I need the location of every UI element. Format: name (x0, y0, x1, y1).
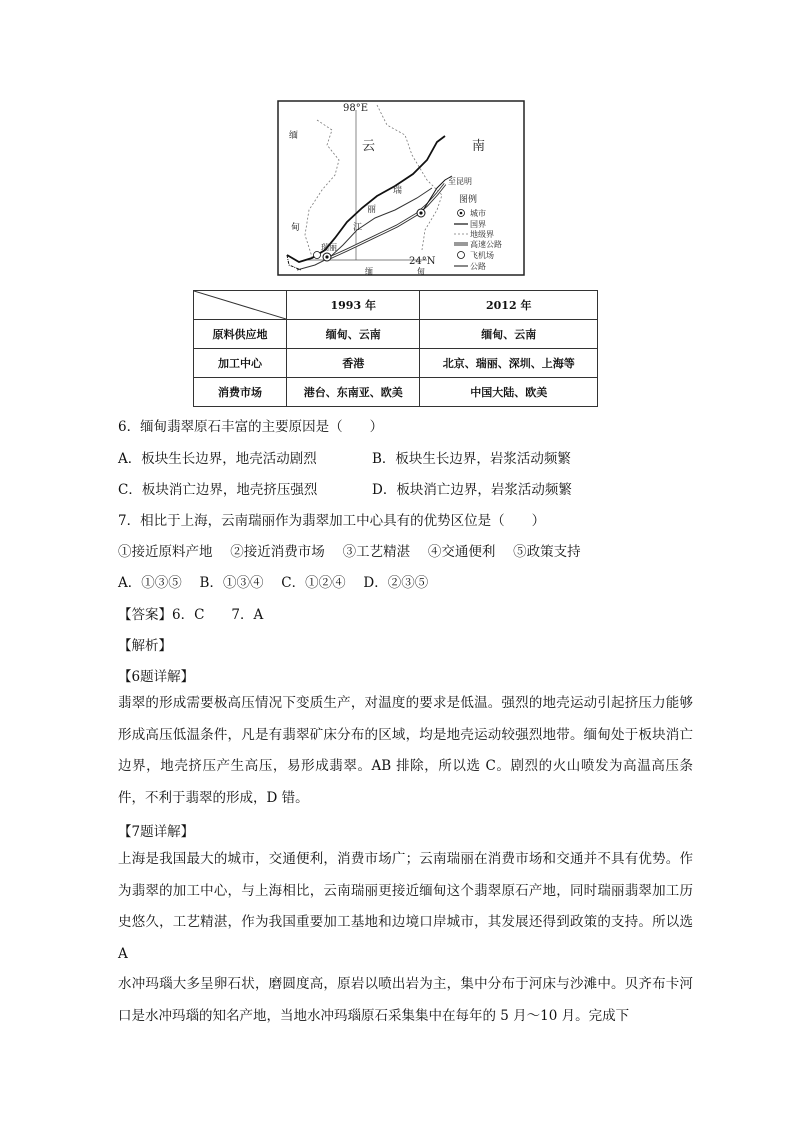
analysis-heading: 【解析】 (118, 638, 172, 654)
myanmar-label-1: 缅 (289, 131, 299, 141)
longitude-label: 98°E (343, 103, 369, 114)
legend-item-prefecture: 地级界 (470, 230, 494, 239)
cell-1993: 港台、东南亚、欧美 (287, 378, 420, 407)
table-header-row (194, 291, 598, 320)
latitude-label: 24°N (409, 256, 436, 267)
q7-items: ①接近原料产地 ②接近消费市场 ③工艺精湛 ④交通便利 ⑤政策支持 (118, 544, 581, 560)
q7-stem: 7．相比于上海，云南瑞丽作为翡翠加工中心具有的优势区位是（ ） (118, 513, 546, 529)
myanmar-bottom-2: 甸 (417, 267, 425, 276)
q6-option-a: A．板块生长边界，地壳活动剧烈 (118, 451, 317, 467)
myanmar-bottom-1: 缅 (365, 267, 373, 276)
ruili-char-3: 江 (353, 223, 363, 233)
q6-stem: 6．缅甸翡翠原石丰富的主要原因是（ ） (118, 419, 384, 435)
region-nan: 南 (472, 139, 486, 154)
to-kunming-label: 至昆明 (448, 177, 472, 186)
map-svg (277, 100, 525, 276)
row-label: 消费市场 (194, 378, 287, 407)
legend-item-airport: 飞机场 (470, 251, 494, 260)
diagonal-line (194, 291, 286, 319)
table-row (194, 378, 598, 407)
ruili-char-2: 丽 (367, 205, 377, 215)
legend-title: 图例 (459, 195, 478, 205)
table-row (194, 320, 598, 349)
jade-table (193, 290, 598, 407)
q7-detail-text: 上海是我国最大的城市，交通便利，消费市场广；云南瑞丽在消费市场和交通并不具有优势。作为翡翠的加工中心，与上海相比，云南瑞丽更接近缅甸这个翡翠原石产地，同时瑞丽翡翠加工历史悠久，工艺精湛，作为我国重要加工基地和边境口岸城市，其发展还得到政策的支持。所以选 A (118, 851, 693, 962)
row-label: 原料供应地 (194, 320, 287, 349)
q6-option-d: D．板块消亡边界，岩浆活动频繁 (372, 482, 572, 498)
cell-2012: 缅甸、云南 (420, 320, 598, 349)
answer-line: 【答案】6．C 7．A (118, 607, 264, 623)
cell-1993: 香港 (287, 349, 420, 378)
table-row (194, 349, 598, 378)
legend-item-city: 城市 (470, 209, 486, 218)
cell-1993: 缅甸、云南 (287, 320, 420, 349)
legend-airport-icon (458, 252, 465, 259)
airport-icon (314, 252, 321, 259)
table-corner-cell (194, 291, 287, 320)
q6-detail-title: 【6题详解】 (118, 669, 195, 685)
myanmar-label-2: 甸 (291, 223, 301, 233)
cell-2012: 北京、瑞丽、深圳、上海等 (420, 349, 598, 378)
region-yun: 云 (362, 139, 376, 154)
legend-item-road: 公路 (470, 262, 486, 271)
next-passage-text: 水冲玛瑙大多呈卵石状，磨圆度高，原岩以喷出岩为主，集中分布于河床与沙滩中。贝齐布卡河口是水冲玛瑙的知名产地，当地水冲玛瑙原石采集集中在每年的 5 月～10 月。完成下 (118, 976, 693, 1024)
col-header-1993: 1993 年 (287, 291, 420, 320)
legend-item-border: 国界 (470, 220, 486, 229)
legend-item-expressway: 高速公路 (470, 240, 502, 249)
q7-detail-title: 【7题详解】 (118, 824, 195, 840)
q6-detail-text: 翡翠的形成需要极高压情况下变质生产，对温度的要求是低温。强烈的地壳运动引起挤压力能够形成高压低温条件，凡是有翡翠矿床分布的区域，均是地壳运动较强烈地带。缅甸处于板块消亡边界，地壳挤压产生高压，易形成翡翠。AB 排除，所以选 C。剧烈的火山喷发为高温高压条件，不利于翡翠的形成，D 错。 (118, 695, 693, 806)
legend-city-dot (460, 212, 463, 215)
ruili-city-label: 瑞丽 (321, 243, 337, 252)
city-marker-dot (419, 211, 422, 214)
ruili-char-1: 瑞 (393, 186, 403, 196)
row-label: 加工中心 (194, 349, 287, 378)
q6-option-b: B．板块生长边界，岩浆活动频繁 (372, 451, 571, 467)
region-map (277, 100, 525, 276)
col-header-2012: 2012 年 (420, 291, 598, 320)
q7-options: A．①③⑤ B．①③④ C．①②④ D．②③⑤ (118, 575, 429, 591)
q6-option-c: C．板块消亡边界，地壳挤压强烈 (118, 482, 318, 498)
cell-2012: 中国大陆、欧美 (420, 378, 598, 407)
ruili-city-dot (325, 255, 328, 258)
